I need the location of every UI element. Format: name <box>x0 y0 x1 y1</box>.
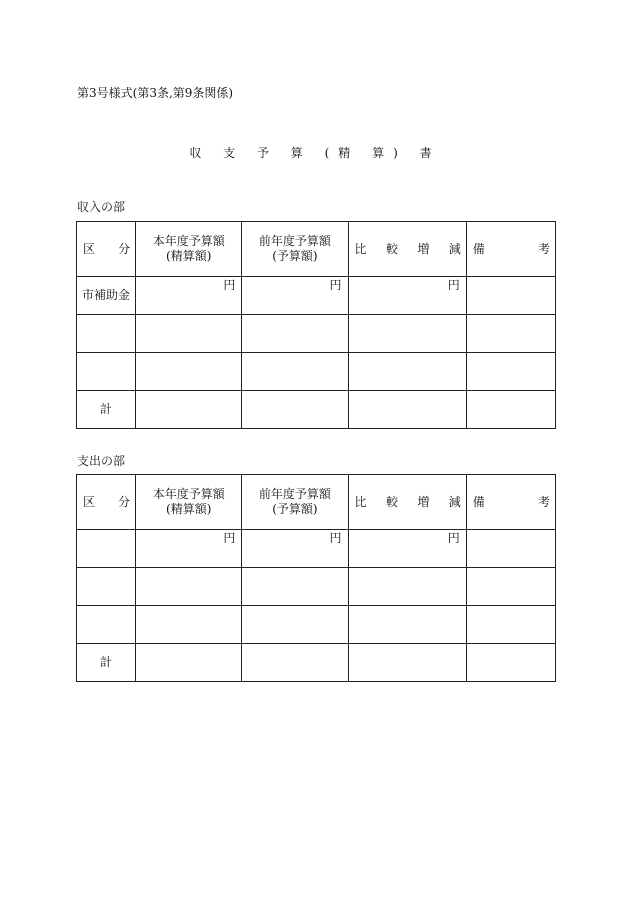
income-budget-table <box>76 221 556 429</box>
header-previous-year-line1: 前年度予算額 <box>258 487 331 501</box>
yen-unit: 円 <box>223 278 236 292</box>
header-remarks-char: 考 <box>537 241 550 256</box>
previous-year-cell[interactable] <box>242 644 348 682</box>
row-label <box>77 315 136 353</box>
header-kubun-char: 分 <box>118 241 131 256</box>
table-row <box>77 530 556 568</box>
remarks-cell[interactable] <box>466 315 555 353</box>
expense-section-label: 支出の部 <box>77 454 126 468</box>
row-label <box>77 568 136 606</box>
previous-year-cell[interactable] <box>242 391 348 429</box>
header-remarks <box>466 222 555 277</box>
header-kubun-char: 区 <box>83 494 96 509</box>
current-year-cell[interactable] <box>136 277 242 315</box>
comparison-cell[interactable] <box>348 353 466 391</box>
header-previous-year-budget <box>242 475 348 530</box>
previous-year-cell[interactable] <box>242 606 348 644</box>
row-label: 市補助金 <box>77 277 136 315</box>
current-year-cell[interactable] <box>136 391 242 429</box>
header-previous-year-line2: (予算額) <box>272 502 318 516</box>
header-current-year-line1: 本年度予算額 <box>152 487 225 501</box>
header-comparison-char: 増 <box>417 241 430 256</box>
table-row <box>77 277 556 315</box>
total-row <box>77 644 556 682</box>
current-year-cell[interactable] <box>136 606 242 644</box>
previous-year-cell[interactable] <box>242 568 348 606</box>
total-row <box>77 391 556 429</box>
header-remarks <box>466 475 555 530</box>
header-comparison-char: 比 <box>354 241 367 256</box>
remarks-cell[interactable] <box>466 391 555 429</box>
current-year-cell[interactable] <box>136 644 242 682</box>
header-kubun-char: 区 <box>83 241 96 256</box>
header-previous-year-line1: 前年度予算額 <box>258 234 331 248</box>
header-row <box>77 222 556 277</box>
yen-unit: 円 <box>329 278 342 292</box>
table-row <box>77 353 556 391</box>
yen-unit: 円 <box>329 531 342 545</box>
header-comparison <box>348 222 466 277</box>
comparison-cell[interactable] <box>348 530 466 568</box>
previous-year-cell[interactable] <box>242 277 348 315</box>
header-previous-year-line2: (予算額) <box>272 249 318 263</box>
table-row <box>77 315 556 353</box>
header-comparison-char: 較 <box>385 494 398 509</box>
yen-unit: 円 <box>447 278 460 292</box>
header-current-year-line2: (精算額) <box>166 249 212 263</box>
remarks-cell[interactable] <box>466 277 555 315</box>
previous-year-cell[interactable] <box>242 530 348 568</box>
previous-year-cell[interactable] <box>242 315 348 353</box>
current-year-cell[interactable] <box>136 353 242 391</box>
header-current-year-budget <box>136 475 242 530</box>
remarks-cell[interactable] <box>466 568 555 606</box>
form-number: 第3号様式(第3条,第9条関係) <box>77 86 234 100</box>
row-label <box>77 353 136 391</box>
header-row <box>77 475 556 530</box>
header-current-year-budget <box>136 222 242 277</box>
total-label: 計 <box>77 644 136 682</box>
document-title: 収 支 予 算 (精 算) 書 <box>189 146 441 160</box>
header-remarks-char: 備 <box>472 494 485 509</box>
yen-unit: 円 <box>223 531 236 545</box>
header-current-year-line1: 本年度予算額 <box>152 234 225 248</box>
header-remarks-char: 備 <box>472 241 485 256</box>
header-current-year-line2: (精算額) <box>166 502 212 516</box>
header-kubun-char: 分 <box>118 494 131 509</box>
expense-budget-table <box>76 474 556 682</box>
header-kubun <box>77 475 136 530</box>
total-label: 計 <box>77 391 136 429</box>
comparison-cell[interactable] <box>348 277 466 315</box>
remarks-cell[interactable] <box>466 353 555 391</box>
table-row <box>77 606 556 644</box>
income-section-label: 収入の部 <box>77 200 126 214</box>
row-label <box>77 606 136 644</box>
comparison-cell[interactable] <box>348 606 466 644</box>
comparison-cell[interactable] <box>348 644 466 682</box>
header-comparison <box>348 475 466 530</box>
header-previous-year-budget <box>242 222 348 277</box>
remarks-cell[interactable] <box>466 644 555 682</box>
header-kubun <box>77 222 136 277</box>
current-year-cell[interactable] <box>136 315 242 353</box>
previous-year-cell[interactable] <box>242 353 348 391</box>
yen-unit: 円 <box>447 531 460 545</box>
header-remarks-char: 考 <box>537 494 550 509</box>
header-comparison-char: 比 <box>354 494 367 509</box>
current-year-cell[interactable] <box>136 530 242 568</box>
header-comparison-char: 減 <box>448 241 461 256</box>
row-label <box>77 530 136 568</box>
table-row <box>77 568 556 606</box>
comparison-cell[interactable] <box>348 568 466 606</box>
header-comparison-char: 減 <box>448 494 461 509</box>
remarks-cell[interactable] <box>466 606 555 644</box>
current-year-cell[interactable] <box>136 568 242 606</box>
comparison-cell[interactable] <box>348 391 466 429</box>
header-comparison-char: 増 <box>417 494 430 509</box>
header-comparison-char: 較 <box>385 241 398 256</box>
comparison-cell[interactable] <box>348 315 466 353</box>
remarks-cell[interactable] <box>466 530 555 568</box>
